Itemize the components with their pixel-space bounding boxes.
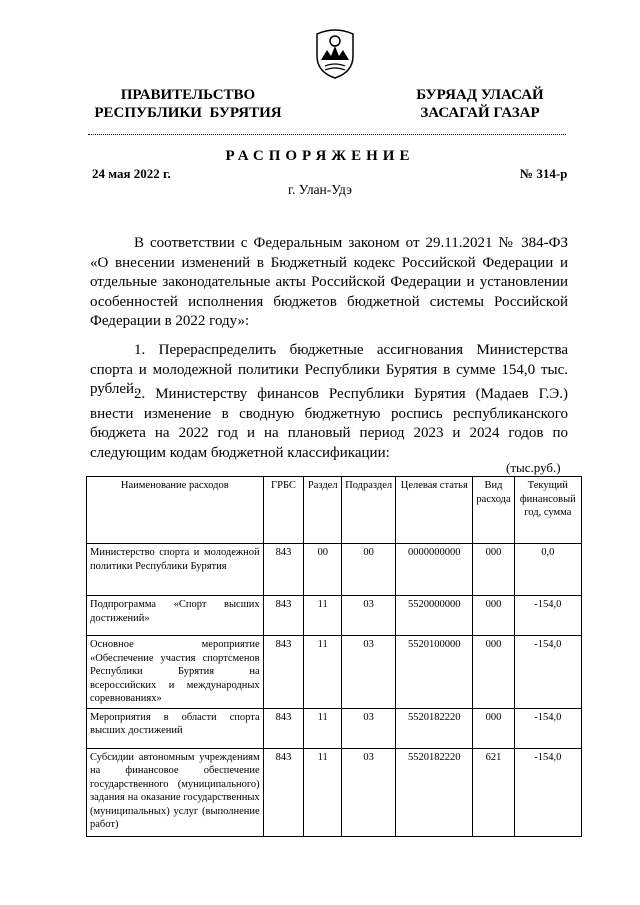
col-header-section: Раздел [304,477,342,544]
cell-name: Министерство спорта и молодежной политики Республики Бурятия [87,544,264,596]
cell-subsection: 03 [342,636,396,709]
col-header-name: Наименование расходов [87,477,264,544]
cell-section: 00 [304,544,342,596]
cell-subsection: 03 [342,596,396,636]
col-header-expense-type: Вид расхода [473,477,514,544]
cell-grbs: 843 [263,748,304,836]
table-row [87,748,582,836]
cell-name: Основное мероприятие «Обеспечение участия спортсменов Республики Бурятия на всероссийских и международных соревнованиях» [87,636,264,709]
cell-grbs: 843 [263,708,304,748]
clause-2-text: 2. Министерству финансов Республики Бурятия (Мадаев Г.Э.) внести изменение в сводную бюджетную роспись республиканского бюджета на 2022 год и на плановый период 2023 и 2024 годов по следующим кодам бюджетной классификации: [90,386,568,461]
preamble-text: В соответствии с Федеральным законом от 29.11.2021 № 384-ФЗ «О внесении изменений в Бюджетный кодекс Российской Федерации и отдельные законодательные акты Российской Федерации и установлении особенностей исполнения бюджетов бюджетной системы Российской Федерации в 2022 году»: [90,235,568,330]
cell-amount: 0,0 [514,544,581,596]
units-label: (тыс.руб.) [506,460,561,475]
cell-expense-type: 000 [473,636,514,709]
document-number: № 314-р [520,166,568,181]
clause-1-text: 1. Перераспределить бюджетные ассигнования Министерства спорта и молодежной политики Республики Бурятия в сумме 154,0 тыс. рублей. [90,342,568,398]
cell-section: 11 [304,748,342,836]
cell-amount: -154,0 [514,708,581,748]
cell-section: 11 [304,636,342,709]
document-city: г. Улан-Удэ [288,182,352,197]
cell-amount: -154,0 [514,636,581,709]
cell-expense-type: 000 [473,544,514,596]
header-right-line1: БУРЯАД УЛАСАЙ [416,87,544,103]
government-header-ru [88,86,288,122]
table-row [87,708,582,748]
budget-table [86,476,582,837]
cell-grbs: 843 [263,636,304,709]
dotted-divider [88,134,566,135]
cell-target-article: 5520182220 [396,708,473,748]
government-header-bua [400,86,560,122]
cell-grbs: 843 [263,544,304,596]
cell-target-article: 5520000000 [396,596,473,636]
cell-section: 11 [304,596,342,636]
cell-subsection: 03 [342,748,396,836]
cell-target-article: 5520100000 [396,636,473,709]
cell-grbs: 843 [263,596,304,636]
document-title: РАСПОРЯЖЕНИЕ [225,148,415,164]
cell-expense-type: 000 [473,596,514,636]
cell-target-article: 5520182220 [396,748,473,836]
document-date: 24 мая 2022 г. [92,166,171,181]
cell-name: Субсидии автономным учреждениям на финансовое обеспечение государственного (муниципального) задания на оказание государственных (муниципальных) услуг (выполнение работ) [87,748,264,836]
col-header-subsection: Подраздел [342,477,396,544]
table-row [87,636,582,709]
header-left-line2: РЕСПУБЛИКИ БУРЯТИЯ [94,105,282,121]
cell-amount: -154,0 [514,596,581,636]
header-left-line1: ПРАВИТЕЛЬСТВО [120,87,256,103]
cell-expense-type: 621 [473,748,514,836]
cell-subsection: 03 [342,708,396,748]
table-header-row [87,477,582,544]
table-row [87,544,582,596]
clause-2-paragraph [90,385,568,463]
coat-of-arms-emblem [313,26,357,80]
preamble-paragraph [90,234,568,332]
col-header-amount: Текущий финансовый год, сумма [514,477,581,544]
cell-name: Подпрограмма «Спорт высших достижений» [87,596,264,636]
cell-amount: -154,0 [514,748,581,836]
col-header-target-article: Целевая статья [396,477,473,544]
cell-name: Мероприятия в области спорта высших достижений [87,708,264,748]
cell-expense-type: 000 [473,708,514,748]
cell-subsection: 00 [342,544,396,596]
table-row [87,596,582,636]
col-header-grbs: ГРБС [263,477,304,544]
header-right-line2: ЗАСАГАЙ ГАЗАР [420,105,540,121]
cell-target-article: 0000000000 [396,544,473,596]
cell-section: 11 [304,708,342,748]
